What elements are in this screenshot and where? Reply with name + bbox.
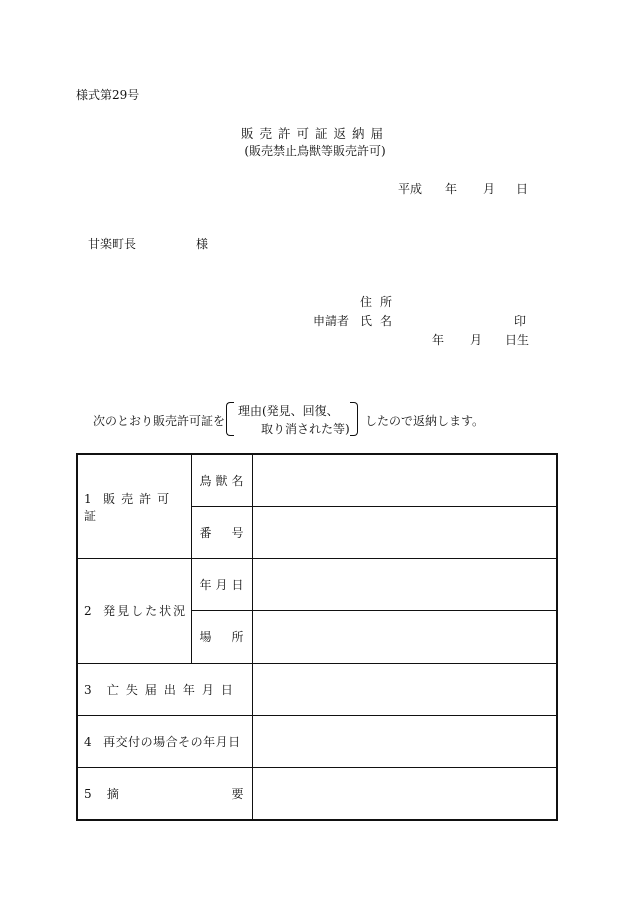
- birth-year-label: 年: [432, 333, 445, 347]
- row3-field[interactable]: [252, 663, 557, 715]
- date-era: 平成: [398, 182, 423, 196]
- addressee-name: 甘楽町長: [88, 237, 137, 251]
- reason-line-1: 理由(発見、回復、: [238, 404, 339, 418]
- birth-day-label: 日生: [505, 333, 530, 347]
- row2-title: 発見した状況: [103, 604, 188, 619]
- row4-number: 4: [84, 735, 92, 750]
- row5-label: [77, 768, 252, 820]
- row2-sub1-label: 年月日: [191, 559, 252, 611]
- reason-line-2: 取り消された等): [261, 422, 350, 436]
- row1-sub2-field[interactable]: [252, 506, 557, 558]
- seal-mark: 印: [514, 314, 527, 328]
- date-year: 年: [445, 182, 458, 196]
- row4-title: 再交付の場合その年月日: [103, 735, 241, 750]
- row3-label: [77, 663, 252, 715]
- row5-field[interactable]: [252, 768, 557, 820]
- row1-sub1-label: 鳥獣名: [191, 454, 252, 506]
- row1-sub2-label: 番号: [191, 506, 252, 558]
- address-label: 住所: [360, 295, 401, 309]
- row4-field[interactable]: [252, 715, 557, 767]
- row2-sub2-label: 場所: [191, 611, 252, 663]
- row3-title: 亡失届出年月日: [106, 682, 240, 697]
- date-month: 月: [483, 182, 496, 196]
- bracket-left: [226, 402, 234, 436]
- row4-label: [77, 715, 252, 767]
- row1-sub1-field[interactable]: [252, 454, 557, 506]
- bracket-right: [350, 402, 358, 436]
- statement-after: したので返納します。: [365, 414, 485, 428]
- document-title: 販売許可証返納届: [240, 126, 389, 141]
- addressee-honorific: 様: [196, 237, 209, 251]
- date-day: 日: [516, 182, 529, 196]
- row2-label: [77, 559, 191, 664]
- row5-title-right: 要: [231, 787, 244, 802]
- document-subtitle: (販売禁止鳥獣等販売許可): [244, 144, 386, 158]
- statement-before: 次のとおり販売許可証を: [93, 414, 226, 428]
- row2-sub1-field[interactable]: [252, 559, 557, 611]
- birth-month-label: 月: [470, 333, 483, 347]
- row5-number: 5: [84, 787, 92, 802]
- return-form-table: [76, 453, 558, 821]
- row1-title: 販売許可証: [84, 491, 176, 523]
- name-label: 氏名: [360, 314, 401, 328]
- row5-title-left: 摘: [106, 787, 119, 802]
- form-number: 様式第29号: [76, 88, 140, 102]
- row3-number: 3: [84, 682, 92, 697]
- row2-sub2-field[interactable]: [252, 611, 557, 663]
- applicant-label: 申請者: [313, 314, 350, 328]
- row1-label: [77, 454, 191, 559]
- row1-number: 1: [84, 491, 92, 506]
- row2-number: 2: [84, 604, 92, 619]
